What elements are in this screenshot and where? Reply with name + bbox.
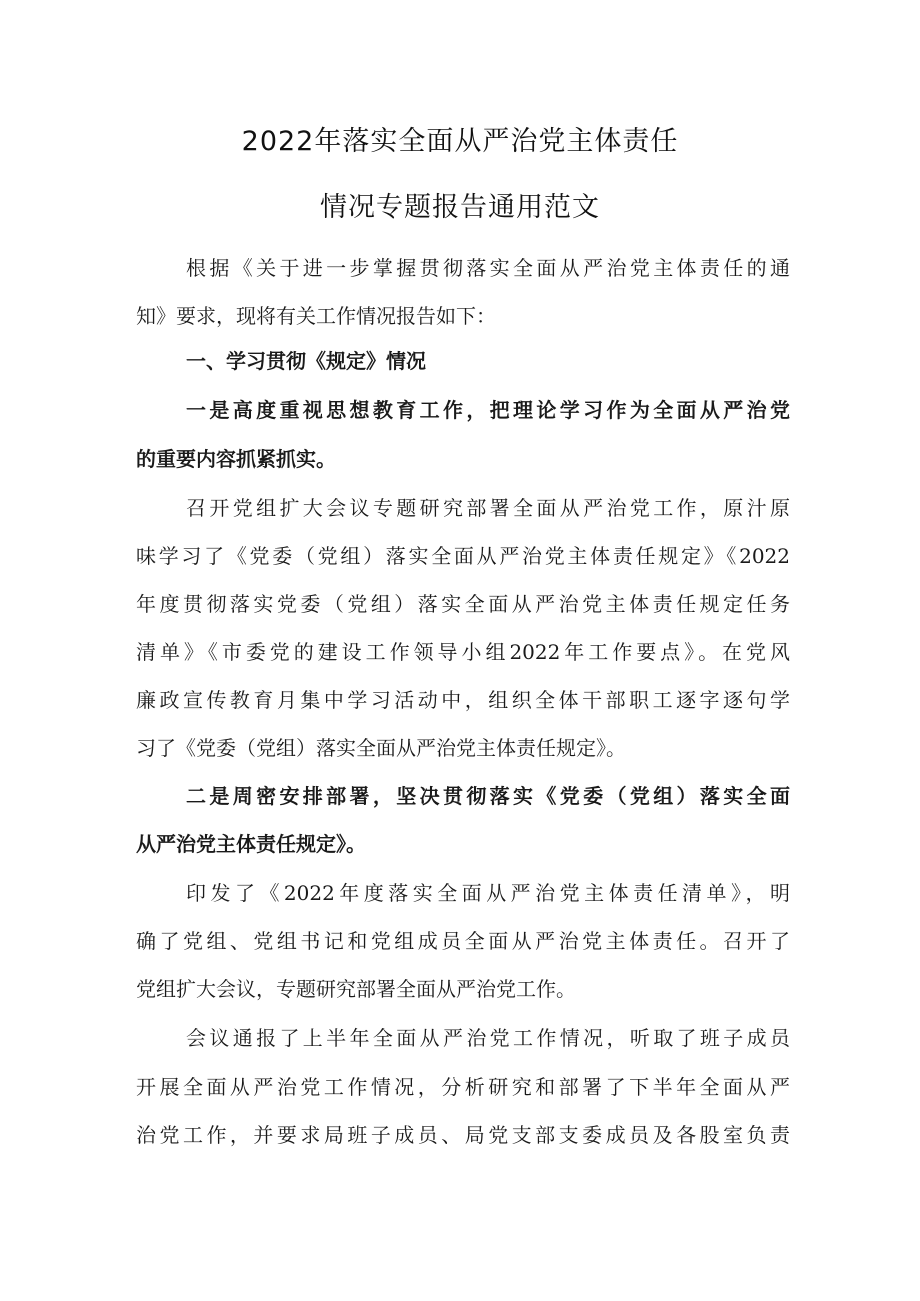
point-1-heading-line-2: 的重要内容抓紧抓实。 <box>136 447 336 471</box>
point-2-body-line-1: 印发了《2022年度落实全面从严治党主体责任清单》，明 <box>186 881 790 905</box>
document-title-line-1: 2022年落实全面从严治党主体责任 <box>241 126 679 157</box>
point-2-body-line-2: 确了党组、党组书记和党组成员全面从严治党主体责任。召开了 <box>136 929 790 953</box>
point-1-body-line-6: 习了《党委（党组）落实全面从严治党主体责任规定》。 <box>136 736 626 760</box>
document-title-line-2: 情况专题报告通用范文 <box>320 192 600 223</box>
point-1-heading-line-1: 一是高度重视思想教育工作，把理论学习作为全面从严治党 <box>186 398 790 422</box>
meeting-body-line-3: 治党工作，并要求局班子成员、局党支部支委成员及各股室负责 <box>136 1123 790 1147</box>
paragraph-intro-line-2: 知》要求，现将有关工作情况报告如下： <box>136 304 496 328</box>
point-1-body-line-4: 清单》《市委党的建设工作领导小组2022年工作要点》。在党风 <box>136 640 790 664</box>
point-2-heading-line-2: 从严治党主体责任规定》。 <box>136 832 366 856</box>
paragraph-intro-line-1: 根据《关于进一步掌握贯彻落实全面从严治党主体责任的通 <box>186 256 790 280</box>
meeting-body-line-2: 开展全面从严治党工作情况，分析研究和部署了下半年全面从严 <box>136 1075 790 1099</box>
point-1-body-line-5: 廉政宣传教育月集中学习活动中，组织全体干部职工逐字逐句学 <box>136 688 790 712</box>
point-2-heading-line-1: 二是周密安排部署，坚决贯彻落实《党委（党组）落实全面 <box>186 784 790 808</box>
meeting-body-line-1: 会议通报了上半年全面从严治党工作情况，听取了班子成员 <box>186 1026 790 1050</box>
point-1-body-line-1: 召开党组扩大会议专题研究部署全面从严治党工作，原汁原 <box>186 496 790 520</box>
section-heading-1: 一、学习贯彻《规定》情况 <box>186 349 426 373</box>
point-1-body-line-2: 味学习了《党委（党组）落实全面从严治党主体责任规定》《2022 <box>136 544 790 568</box>
point-1-body-line-3: 年度贯彻落实党委（党组）落实全面从严治党主体责任规定任务 <box>136 592 790 616</box>
point-2-body-line-3: 党组扩大会议，专题研究部署全面从严治党工作。 <box>136 977 576 1001</box>
